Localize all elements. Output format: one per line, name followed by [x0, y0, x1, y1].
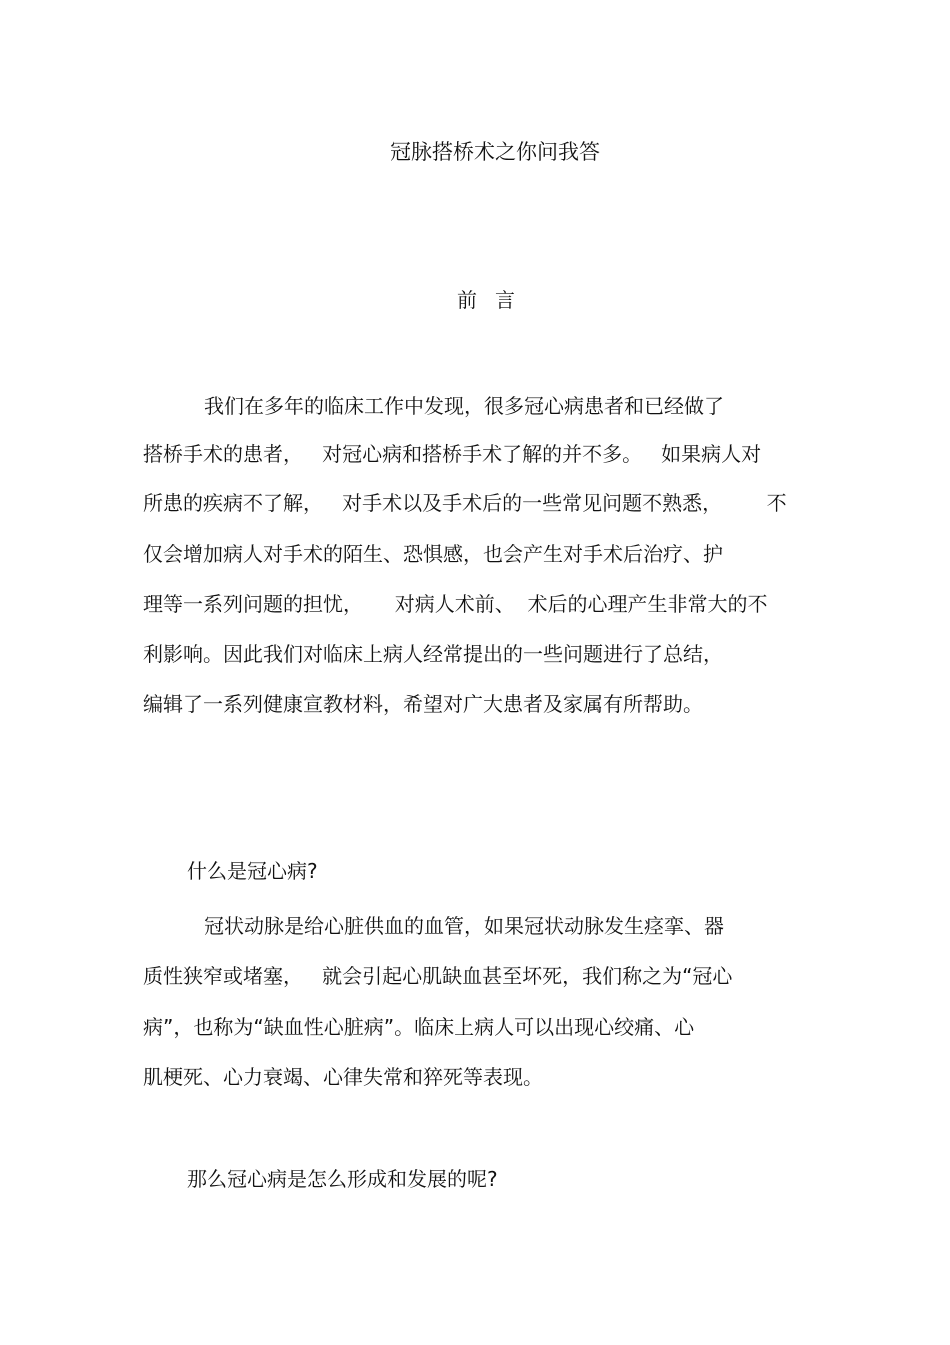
section-question: 那么冠心病是怎么形成和发展的呢? [187, 1167, 498, 1191]
preface-line: 所患的疾病不了解， 对手术以及手术后的一些常见问题不熟悉， 不 [143, 491, 787, 515]
preface-line: 仅会增加病人对手术的陌生、恐惧感，也会产生对手术后治疗、护 [143, 542, 723, 566]
answer-line: 质性狭窄或堵塞， 就会引起心肌缺血甚至坏死，我们称之为“冠心 [143, 964, 733, 988]
preface-heading: 前言 [457, 288, 533, 312]
preface-line: 我们在多年的临床工作中发现，很多冠心病患者和已经做了 [204, 394, 724, 418]
preface-line: 搭桥手术的患者， 对冠心病和搭桥手术了解的并不多。 如果病人对 [143, 442, 762, 466]
answer-line: 冠状动脉是给心脏供血的血管，如果冠状动脉发生痉挛、器 [204, 914, 724, 938]
section-question: 什么是冠心病? [187, 859, 318, 883]
answer-line: 病”，也称为“缺血性心脏病”。临床上病人可以出现心绞痛、心 [143, 1015, 695, 1039]
preface-line: 编辑了一系列健康宣教材料，希望对广大患者及家属有所帮助。 [143, 692, 703, 716]
answer-line: 肌梗死、心力衰竭、心律失常和猝死等表现。 [143, 1065, 543, 1089]
preface-line: 理等一系列问题的担忧， 对病人术前、 术后的心理产生非常大的不 [143, 592, 768, 616]
preface-line: 利影响。因此我们对临床上病人经常提出的一些问题进行了总结， [143, 642, 723, 666]
document-title: 冠脉搭桥术之你问我答 [390, 140, 600, 164]
